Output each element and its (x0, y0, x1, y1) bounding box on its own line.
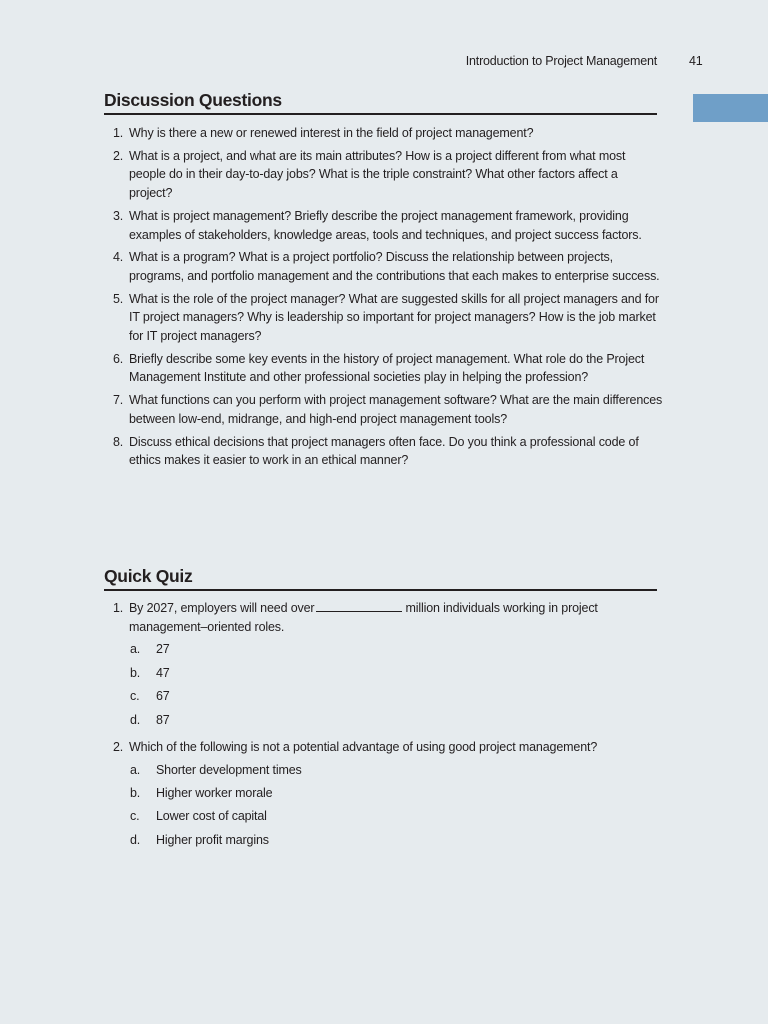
answer-option (129, 807, 664, 826)
answer-options (129, 640, 664, 729)
answer-option (129, 687, 664, 706)
fill-in-blank (316, 600, 402, 612)
question-text: What is a project, and what are its main attributes? How is a project different from what most people do in their day-to-day jobs? What is the triple constraint? What other factors affect a project? (129, 148, 626, 201)
discussion-question (104, 207, 664, 244)
discussion-question (104, 290, 664, 346)
question-text: Why is there a new or renewed interest in the field of project management? (129, 126, 534, 140)
option-text: Lower cost of capital (156, 809, 267, 824)
discussion-question (104, 124, 664, 143)
quiz-question (104, 599, 664, 734)
option-text: 87 (156, 712, 170, 727)
discussion-question (104, 248, 664, 285)
question-text: Discuss ethical decisions that project managers often face. Do you think a professional code of ethics makes it easier to work in an ethical manner? (129, 434, 639, 468)
page-number: 41 (689, 54, 703, 68)
answer-option (129, 640, 664, 659)
question-text: What is a program? What is a project portfolio? Discuss the relationship between projects, programs, and portfolio management and the contributions that each makes to enterprise success. (129, 250, 660, 283)
question-number: 1. (113, 126, 124, 140)
discussion-question (104, 391, 664, 428)
question-text: What functions can you perform with project management software? What are the main differences between low-end, midrange, and high-end project management tools? (129, 393, 663, 426)
option-text: Higher profit margins (156, 832, 269, 847)
question-number: 7. (113, 393, 124, 408)
option-letter: b. (130, 665, 141, 680)
answer-option (129, 664, 664, 683)
option-letter: d. (130, 712, 141, 727)
answer-option (129, 761, 664, 780)
question-text-before-blank: By 2027, employers will need over (129, 601, 315, 615)
option-letter: c. (130, 809, 140, 824)
quiz-question (104, 738, 664, 854)
question-text: What is the role of the project manager? What are suggested skills for all project managers and for IT project managers? Why is leadership so important for project managers? How is the job market for IT project managers? (129, 291, 659, 344)
running-header (0, 54, 768, 72)
option-text: Higher worker morale (156, 785, 273, 800)
discussion-question (104, 147, 664, 203)
question-number: 5. (113, 291, 124, 306)
question-text: Briefly describe some key events in the history of project management. What role do the Project Management Institute and other professional societies play in helping the profession? (129, 351, 645, 385)
option-letter: b. (130, 785, 141, 800)
answer-options (129, 761, 664, 850)
question-number: 1. (113, 601, 124, 615)
discussion-questions-heading: Discussion Questions (104, 90, 657, 115)
discussion-question (104, 433, 664, 470)
question-text: Which of the following is not a potential advantage of using good project management? (129, 739, 598, 754)
chapter-side-tab (693, 94, 768, 122)
option-text: 67 (156, 689, 170, 704)
quick-quiz-heading: Quick Quiz (104, 566, 657, 591)
answer-option (129, 711, 664, 730)
answer-option (129, 784, 664, 803)
option-text: 27 (156, 642, 170, 657)
question-number: 2. (113, 739, 124, 754)
question-number: 6. (113, 351, 124, 366)
option-letter: d. (130, 832, 141, 847)
quick-quiz-list (104, 599, 664, 858)
discussion-questions-list (104, 124, 664, 474)
option-letter: a. (130, 762, 141, 777)
running-title: Introduction to Project Management (465, 54, 657, 68)
option-letter: c. (130, 689, 140, 704)
option-text: 47 (156, 665, 170, 680)
question-text-after-blank: million individuals working in project management–oriented roles. (129, 601, 598, 634)
question-number: 3. (113, 208, 124, 223)
option-text: Shorter development times (156, 762, 302, 777)
question-number: 2. (113, 148, 124, 163)
option-letter: a. (130, 642, 141, 657)
question-number: 8. (113, 434, 124, 449)
question-text: What is project management? Briefly describe the project management framework, providing examples of stakeholders, knowledge areas, tools and techniques, and project success factors. (129, 208, 642, 242)
discussion-question (104, 350, 664, 387)
question-number: 4. (113, 250, 124, 265)
answer-option (129, 831, 664, 850)
